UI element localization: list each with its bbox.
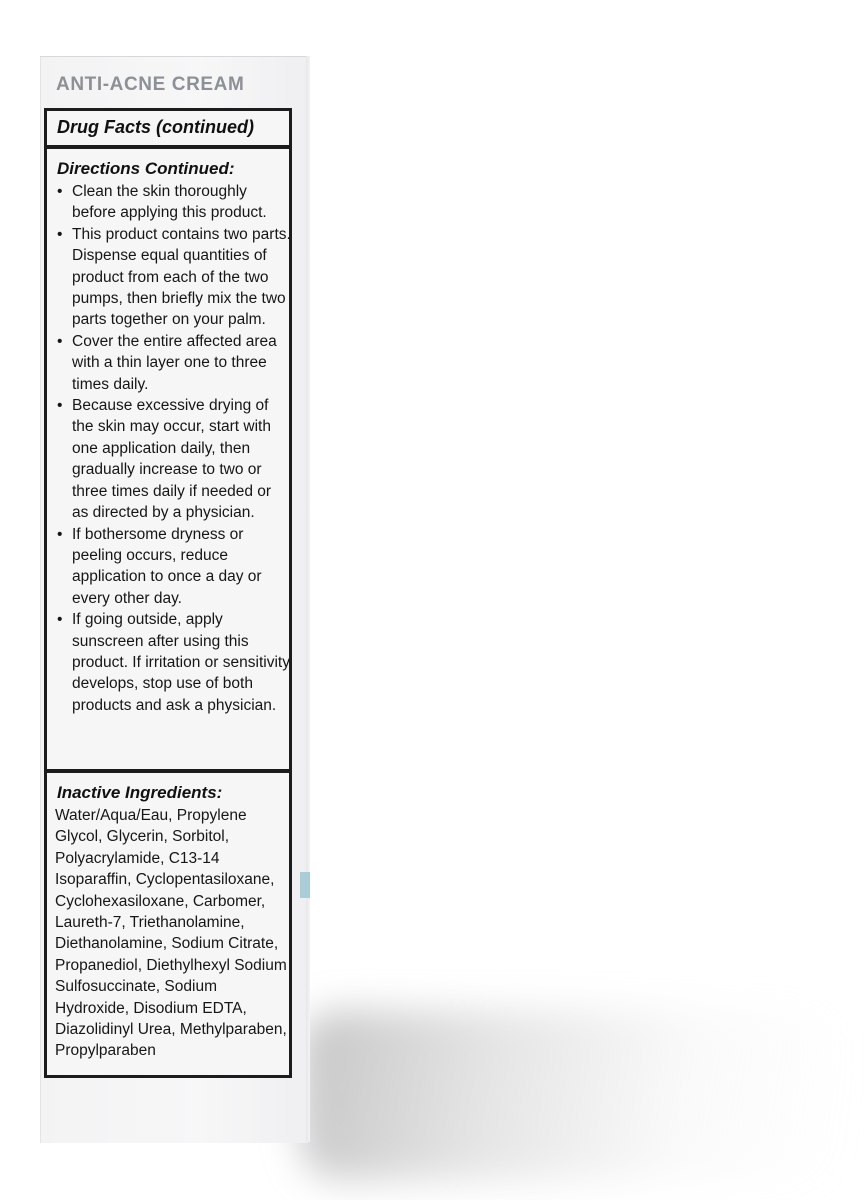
inactive-ingredients-title: Inactive Ingredients: [57,783,223,802]
inactive-ingredients-box [44,770,292,1078]
directions-title: Directions Continued: [57,159,235,178]
accent-stripe [300,872,310,898]
inactive-ingredients-list: Water/Aqua/Eau, Propylene Glycol, Glycerin, Sorbitol, Polyacrylamide, C13-14 Isoparaffin, Cyclopentasiloxane, Cyclohexasiloxane, Carbomer, Laureth-7, Triethanolamine, Diethanolamine, Sodium Citrate, Propanediol, Diethylhexyl Sodium Sulfosuccinate, Sodium Hydroxide, Disodium EDTA, Diazolidinyl Urea, Methylparaben, Propylparaben [55,807,287,1060]
direction-item: • Clean the skin thoroughly before applying this product. [57,183,267,222]
box-shadow [300,1010,840,1180]
bullet-icon: • [57,332,63,350]
bullet-icon: • [57,183,63,200]
direction-item: • If going outside, apply sunscreen after using this product. If irritation or sensitivity develops, stop use of both products and ask a physician. [57,611,290,714]
bullet-icon: • [57,397,63,415]
drug-facts-header: Drug Facts (continued) [57,117,254,137]
direction-item: • This product contains two parts. Dispense equal quantities of product from each of the two pumps, then briefly mix the two parts together on your palm. [57,225,291,329]
directions-list [55,181,291,716]
directions-box [44,146,292,772]
direction-item: • Because excessive drying of the skin may occur, start with one application daily, then gradually increase to two or three times daily if needed or as directed by a physician. [57,397,272,522]
box-edge [306,56,310,1142]
product-type-title: ANTI-ACNE CREAM [56,74,245,95]
direction-item: • Cover the entire affected area with a thin layer one to three times daily. [57,332,277,393]
bullet-icon: • [57,225,63,243]
direction-item: • If bothersome dryness or peeling occurs, reduce application to once a day or every other day. [57,525,262,607]
drug-facts-header-box [44,108,292,148]
bullet-icon: • [57,525,63,543]
bullet-icon: • [57,611,63,629]
